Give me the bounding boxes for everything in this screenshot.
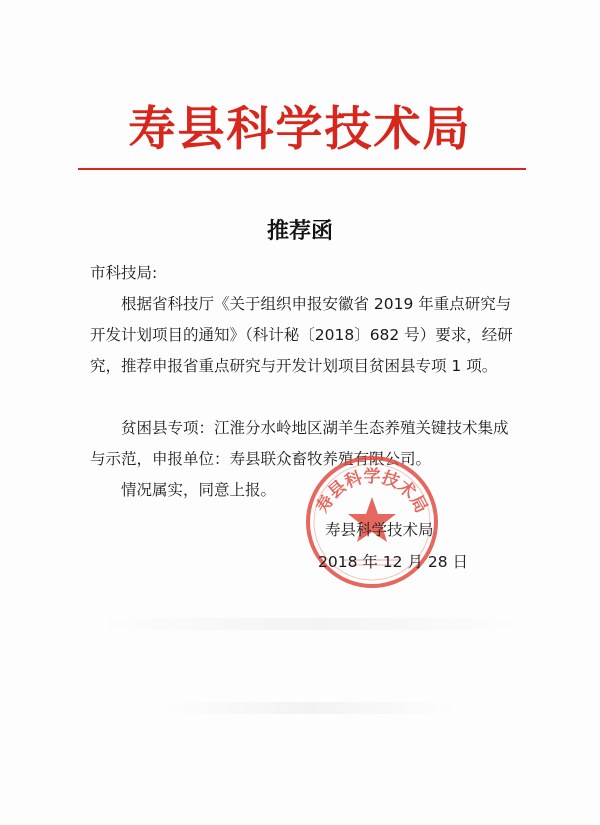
seal-text: 寿县科学技术局	[312, 467, 432, 517]
paragraph-confirm: 情况属实，同意上报。	[121, 481, 277, 499]
faint-bleed-through	[160, 702, 460, 714]
signature-org: 寿县科学技术局	[325, 521, 434, 539]
document-title: 推荐函	[266, 219, 333, 244]
paragraph-request: 根据省科技厅《关于组织申报安徽省 2019 年重点研究与开发计划项目的通知》（科计秘〔2018〕682 号）要求，经研究，推荐申报省重点研究与开发计划项目贫困县专项 1 项。	[90, 295, 513, 375]
letterhead-title: 寿县科学技术局	[128, 102, 472, 157]
signature-date: 2018 年 12 月 28 日	[318, 553, 469, 571]
letterhead-rule	[78, 168, 526, 170]
faint-bleed-through	[98, 618, 528, 630]
paragraph-project: 贫困县专项：江淮分水岭地区湖羊生态养殖关键技术集成与示范，申报单位：寿县联众畜牧养殖有限公司。	[90, 419, 509, 468]
salutation: 市科技局:	[90, 264, 158, 282]
